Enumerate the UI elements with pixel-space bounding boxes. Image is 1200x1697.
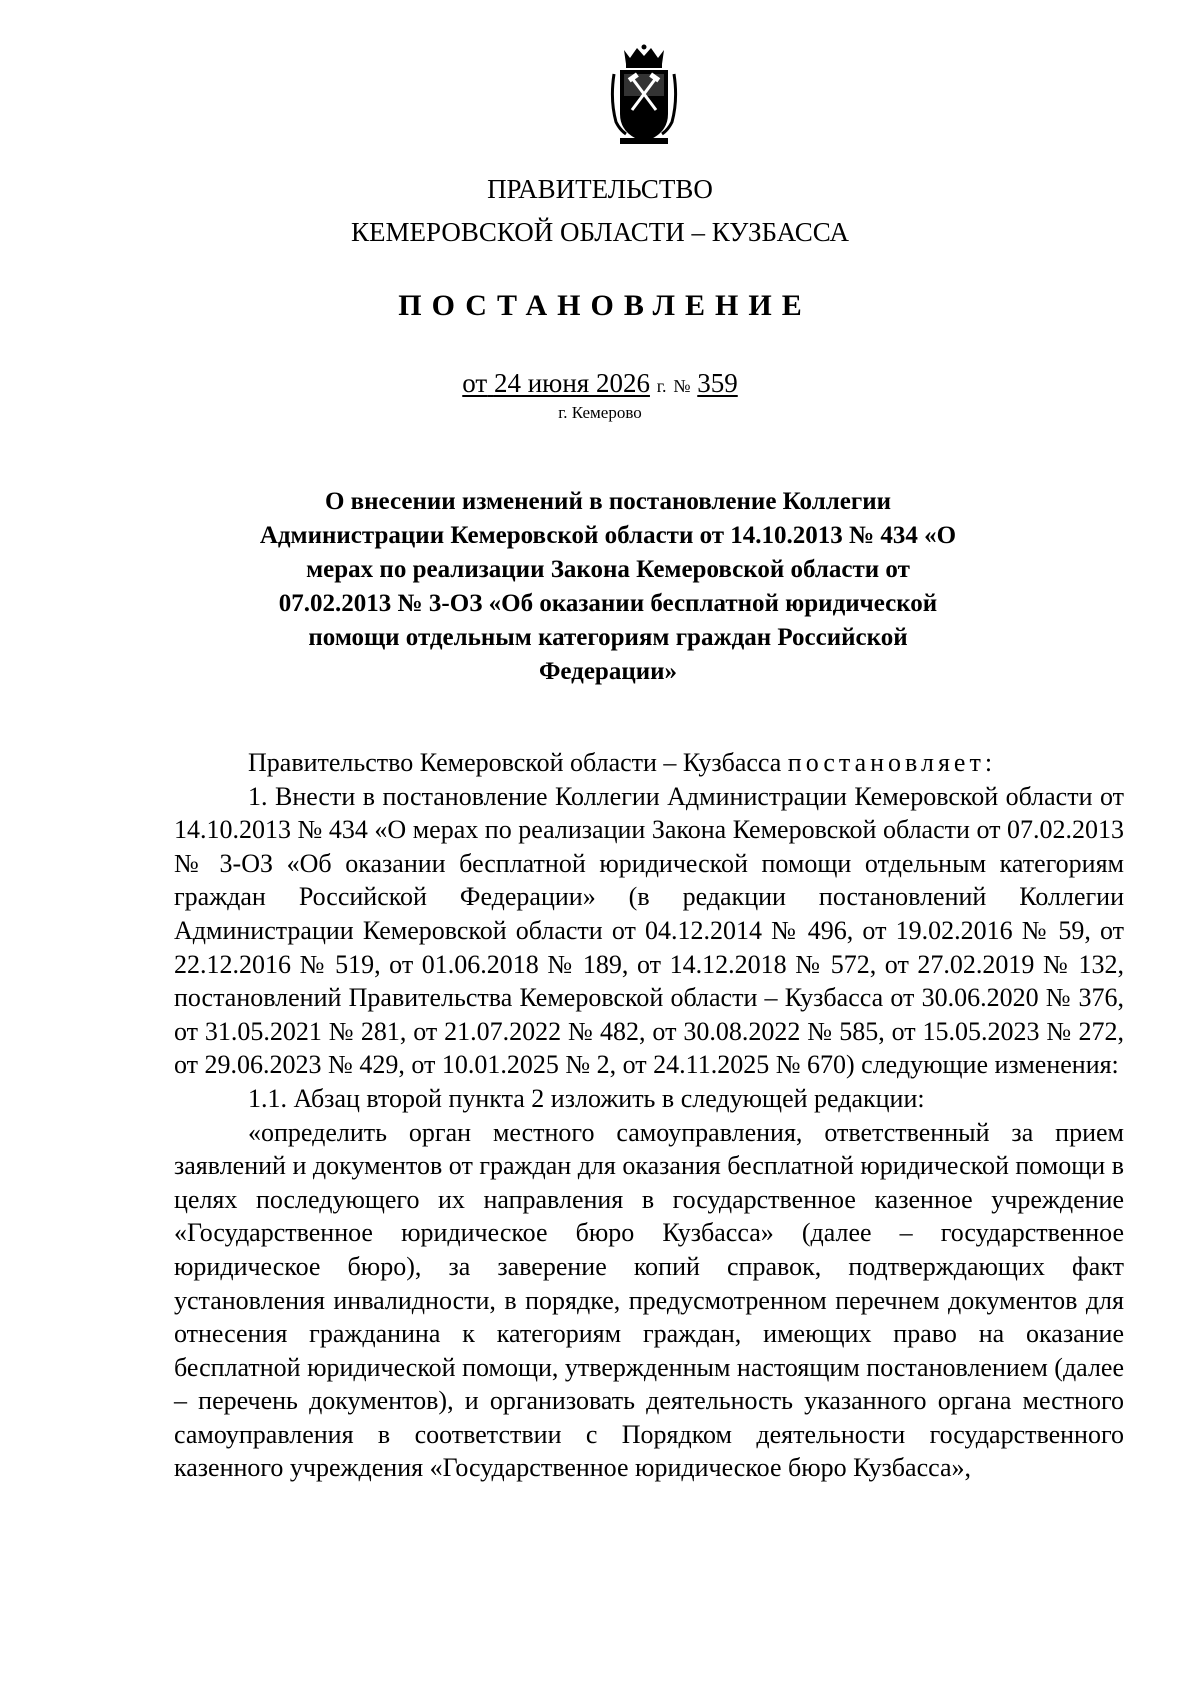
paragraph-1: 1. Внести в постановление Коллегии Администрации Кемеровской области от 14.10.2013 № 434 «О мерах по реализации Закона Кемеровской области от 07.02.2013 № 3-ОЗ «Об оказании бесплатной юридической помощи отдельным категориям граждан Российской Федерации» (в редакции постановлений Коллегии Администрации Кемеровской области от 04.12.2014 № 496, от 19.02.2016 № 59, от 22.12.2016 № 519, от 01.06.2018 № 189, от 14.12.2018 № 572, от 27.02.2019 № 132, постановлений Правительства Кемеровской области – Кузбасса от 30.06.2020 № 376, от 31.05.2021 № 281, от 21.07.2022 № 482, от 30.08.2022 № 585, от 15.05.2023 № 272, от 29.06.2023 № 429, от 10.01.2025 № 2, от 24.11.2025 № 670) следующие изменения: bbox=[174, 781, 1124, 1080]
city-line: г. Кемерово bbox=[558, 403, 642, 422]
preamble-end: : bbox=[984, 748, 993, 777]
organization-name-line1: ПРАВИТЕЛЬСТВО bbox=[487, 174, 713, 204]
date-number-line bbox=[0, 370, 1200, 397]
paragraph-quoted-text: «определить орган местного самоуправления, ответственный за прием заявлений и документов от граждан для оказания бесплатной юридической помощи в целях последующего их направления в государственное казенное учреждение «Государственное юридическое бюро Кузбасса» (далее – государственное юридическое бюро), за заверение копий справок, подтверждающих факт установления инвалидности, в порядке, предусмотренном перечнем документов для отнесения гражданина к категориям граждан, имеющих право на оказание бесплатной юридической помощи, утвержденным настоящим постановлением (далее – перечень документов), и организовать деятельность указанного органа местного самоуправления в соответствии с Порядком деятельности государственного казенного учреждения «Государственное юридическое бюро Кузбасса», bbox=[174, 1117, 1124, 1483]
paragraph-1-1: 1.1. Абзац второй пункта 2 изложить в следующей редакции: bbox=[248, 1083, 925, 1113]
preamble-text: Правительство Кемеровской области – Кузбасса bbox=[248, 748, 788, 777]
kemerovo-oblast-coat-of-arms-icon bbox=[610, 44, 678, 148]
year-suffix: г. bbox=[656, 376, 667, 396]
document-date: 24 июня 2026 bbox=[493, 368, 650, 398]
number-sign: № bbox=[673, 376, 691, 396]
date-prefix: от bbox=[462, 368, 488, 398]
document-body bbox=[174, 746, 1124, 1485]
preamble-paragraph bbox=[174, 746, 1124, 780]
preamble-spaced-word: постановляет bbox=[787, 748, 985, 777]
document-number: 359 bbox=[697, 368, 738, 398]
document-type-heading: ПОСТАНОВЛЕНИЕ bbox=[398, 289, 812, 322]
organization-name-line2: КЕМЕРОВСКОЙ ОБЛАСТИ – КУЗБАССА bbox=[351, 217, 849, 247]
document-title: О внесении изменений в постановление Коллегии Администрации Кемеровской области от 14.10.2013 № 434 «О мерах по реализации Закона Кемеровской области от 07.02.2013 № 3-ОЗ «Об оказании бесплатной юридической помощи отдельным категориям граждан Российской Федерации» bbox=[259, 488, 957, 685]
